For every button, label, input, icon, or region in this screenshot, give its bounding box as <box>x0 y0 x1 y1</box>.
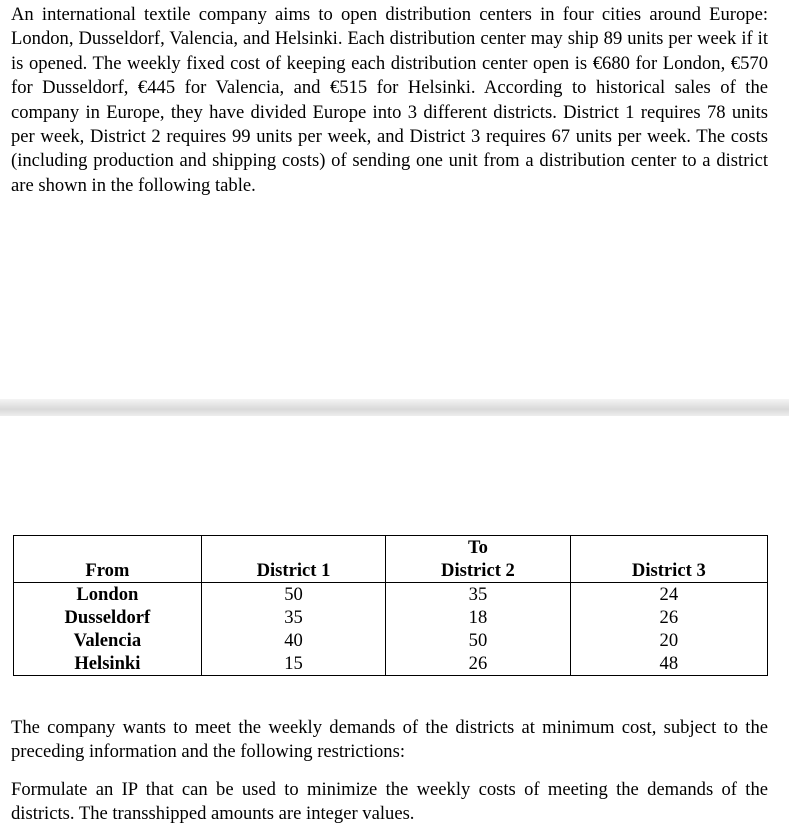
row-label-helsinki: Helsinki <box>14 652 202 676</box>
table-cell: 24 <box>570 583 767 607</box>
table-header-row <box>14 559 768 583</box>
column-header-district-2: District 2 <box>386 559 570 583</box>
table-row <box>14 652 768 676</box>
table-row <box>14 583 768 607</box>
from-header: From <box>14 559 202 583</box>
table-cell <box>570 536 767 560</box>
table-cell <box>14 536 202 560</box>
table-cell: 18 <box>386 606 570 629</box>
table-row <box>14 536 768 560</box>
section-divider <box>0 399 789 416</box>
to-header: To <box>386 536 570 560</box>
table-row <box>14 629 768 652</box>
table-cell <box>201 536 385 560</box>
row-label-london: London <box>14 583 202 607</box>
column-header-district-3: District 3 <box>570 559 767 583</box>
shipping-cost-table <box>13 535 768 676</box>
task-paragraph: Formulate an IP that can be used to minimize the weekly costs of meeting the demands of the districts. The transshipped amounts are integer values. <box>11 779 768 825</box>
table-cell: 26 <box>386 652 570 676</box>
table-cell: 50 <box>201 583 385 607</box>
problem-intro-paragraph: An international textile company aims to open distribution centers in four cities around Europe: London, Dusseldorf, Valencia, and Helsinki. Each distribution center may ship 89 units per week if it is opened. The weekly fixed cost of keeping each distribution center open is €680 for London, €570 for Dusseldorf, €445 for Valencia, and €515 for Helsinki. According to historical sales of the company in Europe, they have divided Europe into 3 different districts. District 1 requires 78 units per week, District 2 requires 99 units per week, and District 3 requires 67 units per week. The costs (including production and shipping costs) of sending one unit from a distribution center to a district are shown in the following table. <box>11 4 768 196</box>
column-header-district-1: District 1 <box>201 559 385 583</box>
row-label-valencia: Valencia <box>14 629 202 652</box>
table-cell: 50 <box>386 629 570 652</box>
restrictions-paragraph: The company wants to meet the weekly demands of the districts at minimum cost, subject to the preceding information and the following restrictions: <box>11 717 768 763</box>
row-label-dusseldorf: Dusseldorf <box>14 606 202 629</box>
table-row <box>14 606 768 629</box>
table-cell: 15 <box>201 652 385 676</box>
table-cell: 35 <box>201 606 385 629</box>
table-cell: 48 <box>570 652 767 676</box>
table-cell: 40 <box>201 629 385 652</box>
table-cell: 20 <box>570 629 767 652</box>
table-cell: 26 <box>570 606 767 629</box>
table-cell: 35 <box>386 583 570 607</box>
